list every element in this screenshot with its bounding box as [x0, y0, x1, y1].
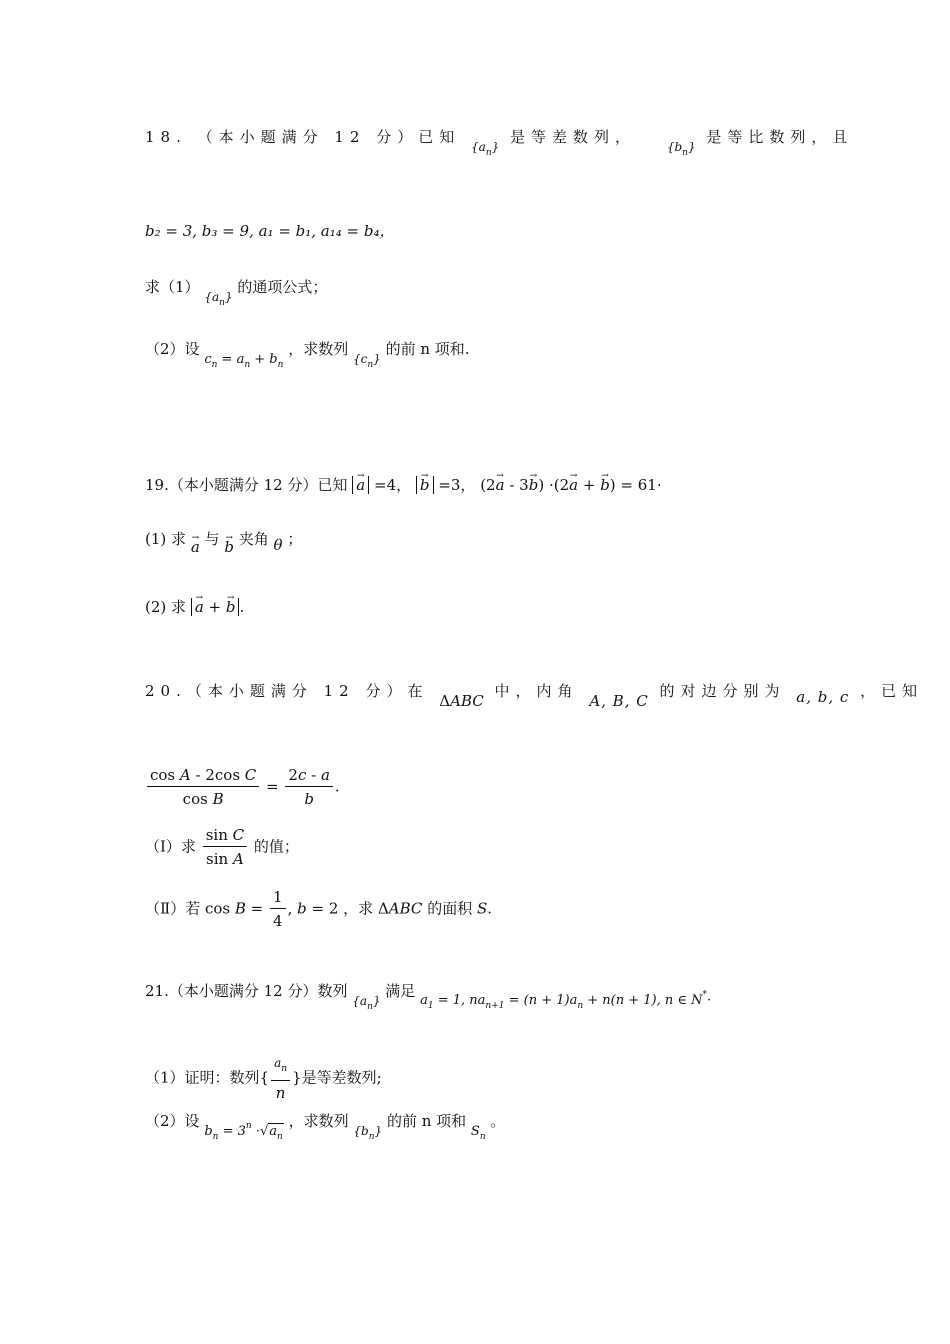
q21-part1: （1）证明：数列{ $\frac{a_n}{n}$ }是等差数列;: [145, 1052, 820, 1105]
q21-head-text: 21.（本小题满分 12 分）数列: [145, 982, 348, 1000]
q19-theta: θ: [273, 536, 283, 554]
q19-cond-a: =4，: [374, 476, 412, 494]
q20-frac-left: $\frac{\text{cos A - 2cos C}}{\text{cos B}}$: [147, 764, 259, 811]
q18-p2-text: ，求数列: [288, 340, 349, 358]
q20-p2-area: 的面积: [427, 899, 473, 918]
q18-seq-a: {an}: [471, 140, 500, 158]
q21-p2-text: ，求数列: [288, 1112, 349, 1130]
q21-p1-label: （1）证明：数列: [145, 1068, 260, 1087]
q20-p1-text: 的值；: [253, 837, 299, 856]
q20-text2: 的对边分别为: [659, 682, 786, 700]
q18-text-geo: 是等比数列，且: [706, 128, 854, 146]
q18-part1: [145, 276, 820, 314]
q19-vec-b: → b: [224, 536, 234, 558]
q19-p1-label: (1) 求: [145, 530, 187, 548]
q20-condition: $\frac{\text{cos A - 2cos C}}{\text{cos B}}$ = $\frac{2c - a}{b}$ .: [145, 764, 820, 811]
q20-text1: 中，内角: [494, 682, 579, 700]
q20-p1-label: （Ⅰ）求: [145, 837, 196, 856]
q19-p1-end: ；: [287, 530, 303, 548]
q21-p2-end: 。: [490, 1112, 506, 1130]
q18-p1-label: 求（1）: [145, 278, 200, 296]
q18-p2-seq: {cn}: [352, 352, 381, 370]
q18-p2-label: （2）设: [145, 340, 200, 358]
q20-p2-label: （Ⅱ）若: [145, 899, 201, 918]
q18-seq-b: {bn}: [666, 140, 696, 158]
q19-p1-angle: 夹角: [238, 530, 269, 548]
q19-expr: (2→ a - 3→ b) ·(2→ a + → b) = 61·: [480, 476, 661, 494]
q20-text3: ，已知: [860, 682, 924, 700]
q21-seq-a: {an}: [352, 994, 381, 1012]
q21-bn-def: $b_n = 3^n \cdot√a_n$: [204, 1121, 283, 1142]
q18-p2-end: 的前 n 项和.: [385, 340, 470, 358]
q21-p2-sum: 的前 n 项和: [386, 1112, 467, 1130]
q19-abs-sum: → a + → b: [191, 598, 240, 616]
q21-frac: $\frac{a_n}{n}$: [271, 1052, 290, 1105]
q18-head-text: 18. （本小题满分 12 分）已知: [145, 128, 461, 146]
q21-part2: [145, 1110, 820, 1148]
q21-text1: 满足: [385, 982, 416, 1000]
q19-vec-a: → a: [191, 536, 200, 558]
q19-abs-a: → a: [352, 476, 369, 494]
q20-angles: A, B, C: [589, 692, 649, 710]
q19-abs-b: → b: [416, 476, 434, 494]
q19-head-text: 19.（本小题满分 12 分）已知: [145, 476, 348, 494]
q21-heading: [145, 980, 820, 1018]
q21-sn: $S_n$: [470, 1124, 486, 1142]
q18-heading: [145, 126, 854, 164]
q18-p1-seq: {an}: [204, 290, 233, 308]
q21-p1-text: 是等差数列;: [301, 1068, 382, 1087]
q20-part1: [145, 824, 820, 871]
q20-frac-sin: $\frac{\text{sin C}}{\text{sin A}}$: [203, 824, 247, 871]
q20-frac-quarter: $\frac{1}{4}$: [270, 886, 286, 933]
q18-cond-formula: b₂ = 3, b₃ = 9, a₁ = b₁, a₁₄ = b₄，: [145, 222, 395, 240]
q20-triangle: ΔABC: [439, 692, 484, 710]
q19-p1-and: 与: [204, 530, 220, 548]
q20-frac-right: $\frac{2c - a}{b}$: [285, 764, 333, 811]
q18-condition: [145, 220, 820, 242]
q19-part1: [145, 528, 820, 558]
q20-p2-triangle: ΔABC: [377, 899, 423, 918]
q19-heading: [145, 474, 820, 496]
q20-area-s: S: [476, 899, 488, 918]
q20-sides: a, b, c: [796, 688, 850, 706]
q21-recurrence: $a_1 = 1$, $na_{n+1} = (n + 1)a_n + n(n + 1)$, n ∈ N*·: [420, 990, 712, 1011]
q18-p2-def: $c_n = a_n + b_n$: [204, 352, 284, 370]
q20-part2: （Ⅱ）若 cos B = $\frac{1}{4}$ , b = 2 ，求 ΔABC 的面积 S.: [145, 886, 820, 933]
q18-text-arith: 是等差数列，: [510, 128, 637, 146]
q20-head-text: 20.（本小题满分 12 分）在: [145, 682, 429, 700]
q20-p2-text: ，求: [343, 899, 374, 918]
q20-heading: [145, 680, 924, 712]
q21-seq-b: {bn}: [353, 1124, 383, 1142]
q18-p1-text: 的通项公式；: [237, 278, 328, 296]
q19-p2-label: (2) 求: [145, 598, 187, 616]
q19-cond-b: =3，: [438, 476, 476, 494]
q21-p2-label: （2）设: [145, 1112, 200, 1130]
q19-part2: (2) 求 → a + → b .: [145, 596, 820, 618]
q18-part2: [145, 338, 820, 376]
